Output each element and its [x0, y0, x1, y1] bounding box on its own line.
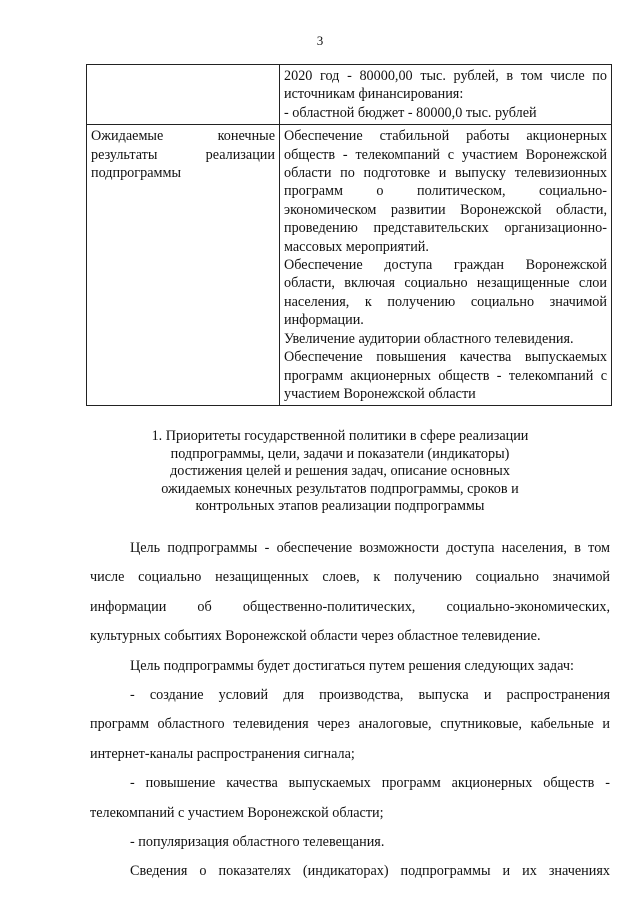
- body-line: телекомпаний с участием Воронежской области;: [90, 804, 384, 821]
- heading-line: достижения целей и решения задач, описание основных: [170, 463, 510, 480]
- body-line: Сведения о показателях (индикаторах) подпрограммы и их значениях: [130, 863, 610, 880]
- heading-line: 1. Приоритеты государственной политики в сфере реализации: [151, 428, 529, 444]
- body-text: [90, 534, 610, 887]
- body-line: числе социально незащищенных слоев, к получению социально значимой: [90, 569, 610, 586]
- section-heading: [120, 428, 560, 516]
- table-cell-right: [280, 65, 612, 125]
- body-line: программ областного телевидения через аналоговые, спутниковые, кабельные и: [90, 716, 610, 733]
- body-line: информации об общественно-политических, социально-экономических,: [90, 598, 610, 615]
- financing-total: 2020 год - 80000,00 тыс. рублей, в том числе по источникам финансирования:: [284, 68, 607, 103]
- result-item: Обеспечение доступа граждан Воронежской области, включая социально незащищенные слои населения, к получению социально значимой информации.: [284, 257, 607, 329]
- body-line: интернет-каналы распространения сигнала;: [90, 745, 355, 762]
- financing-regional: - областной бюджет - 80000,0 тыс. рублей: [284, 104, 537, 121]
- body-line: - популяризация областного телевещания.: [130, 834, 385, 851]
- body-line: Цель подпрограммы - обеспечение возможности доступа населения, в том: [130, 540, 610, 556]
- body-line: культурных событиях Воронежской области через областное телевидение.: [90, 628, 541, 645]
- heading-line: ожидаемых конечных результатов подпрограммы, сроков и: [161, 480, 519, 497]
- heading-line: подпрограммы, цели, задачи и показатели (индикаторы): [170, 445, 510, 462]
- result-item: Увеличение аудитории областного телевидения.: [284, 330, 574, 347]
- table-cell-left: [87, 65, 280, 125]
- table-row: [87, 125, 612, 406]
- result-item: Обеспечение стабильной работы акционерных обществ - телекомпаний с участием Воронежской области по подготовке и выпуску телевизионных программ о политическом, социально-экономическом развитии Воронежской области, проведению представительских организационно-массовых мероприятий.: [284, 128, 607, 255]
- table-cell-right: [280, 125, 612, 406]
- body-line: - создание условий для производства, выпуска и распространения: [130, 687, 610, 704]
- table-row: [87, 65, 612, 125]
- body-line: - повышение качества выпускаемых программ акционерных обществ -: [130, 775, 610, 792]
- heading-line: контрольных этапов реализации подпрограммы: [195, 498, 485, 515]
- body-line: Цель подпрограммы будет достигаться путем решения следующих задач:: [130, 657, 574, 674]
- result-item: Обеспечение повышения качества выпускаемых программ акционерных обществ - телекомпаний с участием Воронежской области: [284, 349, 607, 402]
- passport-table: [86, 64, 612, 406]
- table-cell-left: Ожидаемые конечные результаты реализации подпрограммы: [87, 125, 280, 406]
- page-number: 3: [316, 33, 324, 48]
